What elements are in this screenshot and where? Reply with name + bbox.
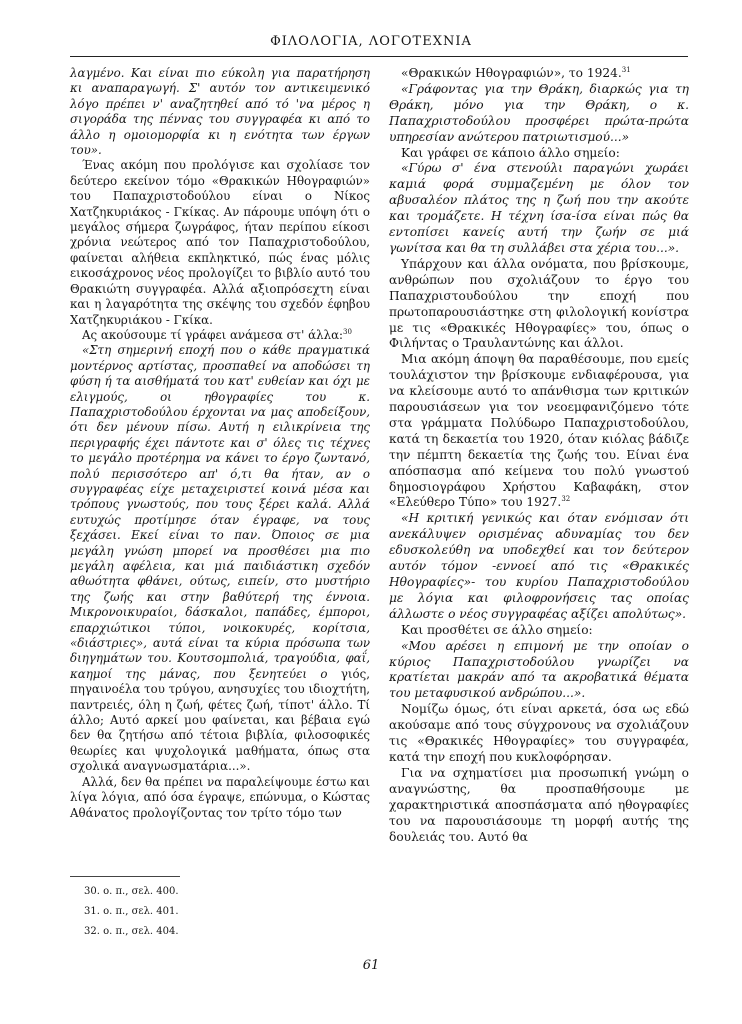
- paragraph: Και γράφει σε κάποιο άλλο σημείο:: [401, 145, 620, 160]
- paragraph: λαγμένο. Και είναι πιο εύκολη για παρατήρηση κι αναπαραγωγή. Σ' αυτόν τον αντικειμενικό λόγο πρέπει ν' αναζητηθεί από τό 'να μέρος η σιγοράδα της πέννας του συγγραφέα κι από το άλλο η ομοιομορφία κι η ενότητα των έργων του».: [70, 66, 370, 158]
- paragraph-text: Ας ακούσουμε τί γράφει ανάμεσα στ' άλλα:: [82, 327, 344, 342]
- paragraph: Νομίζω όμως, ότι είναι αρκετά, όσα ως εδώ ακούσαμε από τους σύγχρονους να σχολιάζουν τις «Θρακικές Ηθογραφίες» του συγγραφέα, κατά την εποχή που κυκλοφόρησαν.: [389, 702, 689, 764]
- footnotes: [84, 882, 179, 942]
- paragraph-text: Μια ακόμη άποψη θα παραθέσουμε, που εμείς τουλάχιστον την βρίσκουμε ενδιαφέρουσα, για να κλείσουμε αυτό το απάνθισμα των κριτικών παρουσιάσεων για τον νεοεμφανιζόμενο τότε στα γράμματα Πολύδωρο Παπαχριστοδούλου, κατά τη δεκαετία του 1920, όταν κιόλας βάδιζε την πέμπτη δεκαετία της ζωής του. Είναι ένα απόσπασμα από κείμενα του πολύ γνωστού δημοσιογράφου Χρήστου Καβαφάκη, στον «Ελεύθερο Τύπο» του 1927.: [389, 352, 689, 510]
- footnote-ref: 32: [561, 495, 571, 504]
- paragraph: [389, 66, 689, 82]
- quote-paragraph: «Γράφοντας για την Θράκη, διαρκώς για τη Θράκη, μόνο για την Θράκη, ο κ. Παπαχριστοδούλου προσφέρει πρώτα-πρώτα υπηρεσίαν ανώτερου πατριωτισμού...»: [389, 81, 689, 144]
- paragraph: Και προσθέτει σε άλλο σημείο:: [401, 622, 593, 637]
- left-column: [70, 66, 370, 821]
- header-rule: [70, 56, 688, 57]
- quote-italic-text: «Στη σημερινή εποχή που ο κάθε πραγματικά μοντέρνος αρτίστας, προσπαθεί να αποδώσει τη φύση ή τα αισθήματά του κατ' ευθείαν και όχι με ελιγμούς, οι ηθογραφίες του κ. Παπαχριστοδούλου έρχονται να μας αποδείξουν, ότι δεν μένουν πίσω. Αυτή η ειλικρίνεια της περιγραφής έχει πάντοτε και σ' όλες τις τέχνες το μεγάλο προτέρημα να κάνει το έργο ζωντανό, πολύ περισσότερο απ' ό,τι θα ήταν, αν ο συγγραφέας είχε μεταχειριστεί κοινά μέσα και τρόπους γνωστούς, που τους ξέρει καλά. Αλλά ευτυχώς προτίμησε όταν έγραφε, να τους ξεχάσει. Εκεί είναι το παν. Όποιος σε μια μεγάλη γνώση μπορεί να προσθέσει μια πιο μεγάλη αφέλεια, και μιά παιδιάστικη σχεδόν αθωότητα φθάνει, ούτως, ειπείν, στο μυστήριο της ζωής και στην βαθύτερή της έννοια. Μικρονοικυραίοι, δάσκαλοι, παπάδες, έμποροι, επαρχιώτικοι τύποι, νοικοκυρές, κορίτσια, «διάστριες», αυτά είναι τα κύρια πρόσωπα των διηγημάτων του. Κουτσομπολιά, τραγούδια, φαΐ, καημοί της μάνας, που ξενητεύει ο: [70, 343, 370, 681]
- paragraph: [389, 352, 689, 511]
- quote-paragraph: «Μου αρέσει η επιμονή με την οποίαν ο κύριος Παπαχριστοδούλου γνωρίζει να κρατίεται μακράν από τα ακροβατικά θέματα του μεταφυσικού ανδρώπου...».: [389, 638, 689, 701]
- paragraph: Για να σχηματίσει μια προσωπική γνώμη ο αναγνώστης, θα προσπαθήσουμε με χαρακτηριστικά αποσπάσματα από ηθογραφίες του να παρουσιάσουμε τη μορφή αυτής της δουλειάς του. Αυτό θα: [389, 765, 689, 844]
- quote-paragraph: «Γύρω σ' ένα στενούλι παραγώνι χωράει καμιά φορά συμμαζεμένη με όλον τον αβυσαλέον πλάτος της η ζωή που την ακούτε και τρομάζετε. Η τέχνη ίσα-ίσα είναι πώς θα εντοπίσει κανείς αυτή την ζωήν σε μιά γωνίτσα και θα τη συλλάβει στα χέρια του...».: [389, 161, 689, 255]
- paragraph: Ένας ακόμη που προλόγισε και σχολίασε τον δεύτερο εκείνον τόμο «Θρακικών Ηθογραφιών» του Παπαχριστοδούλου είναι ο Νίκος Χατζηκυριάκος - Γκίκας. Αν πάρουμε υπόψη ότι ο μεγάλος σήμερα ζωγράφος, ήταν περίπου είκοσι χρόνια νεώτερος από τον Παπαχριστοδούλου, φαίνεται αλήθεια εκπληκτικό, πώς ένας μόλις εικοσάχρονος νέος προλογίζει το βιβλίο αυτό του Θρακιώτη συγγραφέα. Αλλά αξιοπρόσεχτη είναι και η λαγαρότητα της σκέψης του σχεδόν έφηβου Χατζηκυριάκου - Γκίκα.: [70, 158, 370, 327]
- quote-paragraph: «Η κριτική γενικώς και όταν ενόμισαν ότι ανεκάλυψεν ορισμένας αδυναμίας του δεν εδυσκολεύθη να υποδεχθεί και τον δεύτερον αυτόν τόμον -εννοεί από τις «Θρακικές Ηθογραφίες»- του κυρίου Παπαχριστοδούλου με λόγια και φιλοφρονήσεις τας οποίας άλλωστε ο νέος συγγραφέας αξίζει απολύτως».: [389, 511, 689, 621]
- paragraph: Υπάρχουν και άλλα ονόματα, που βρίσκουμε, ανθρώπων που σχολιάζουν το έργο του Παπαχριστουδούλου την εποχή που πρωτοπαρουσιάστηκε στη φιλολογική κονίστρα με τις «Θρακικές Ηθογραφίες» του, όπως ο Φιλήντας ο Τραυλαντώνης και άλλοι.: [389, 256, 689, 351]
- running-header: ΦΙΛΟΛΟΓΙΑ, ΛΟΓΟΤΕΧΝΙΑ: [270, 34, 472, 49]
- paragraph: Αλλά, δεν θα πρέπει να παραλείψουμε έστω και λίγα λόγια, από όσα έγραψε, επώνυμα, ο Κώστας Αθάνατος προλογίζοντας τον τρίτο τόμο των: [70, 774, 370, 820]
- footnote: 32. ο. π., σελ. 404.: [84, 926, 179, 937]
- footnote-ref: 31: [621, 65, 631, 74]
- right-column: [389, 66, 689, 845]
- footnote-ref: 30: [343, 327, 352, 336]
- footnote-rule: [70, 876, 180, 877]
- quote-paragraph: [70, 343, 370, 774]
- footnote: 31. ο. π., σελ. 401.: [84, 906, 179, 917]
- quote-upright-text: γιός, πηγαινοέλα του τρύγου, ανησυχίες του ιδιοχτήτη, παντρειές, όλη η ζωή, φέτες ζωή, τίποτ' άλλο. Τί άλλο; Αυτό αρκεί μου φαίνεται, και βέβαια εγώ δεν θα ζητήσω από τέτοια βιβλία, φιλοσοφικές θεωρίες και ψυχολογικά μαθήματα, όπως στα σχολικά αναγνωσματάρια...».: [70, 666, 370, 774]
- paragraph: [70, 328, 370, 343]
- footnote: 30. ο. π., σελ. 400.: [84, 886, 179, 897]
- paragraph-text: «Θρακικών Ηθογραφιών», το 1924.: [401, 66, 622, 80]
- page-number: 61: [362, 958, 380, 973]
